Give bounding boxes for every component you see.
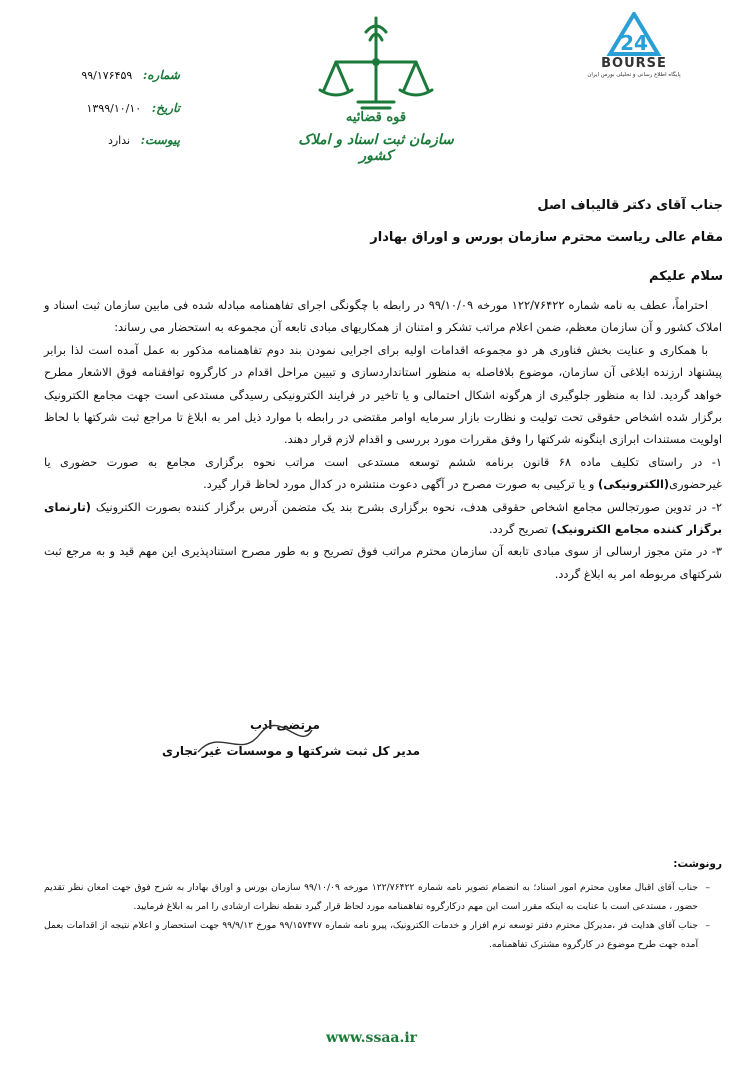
item-1-text-b: و یا ترکیبی به صورت مصرح در آگهی دعوت منتشره در کدال مورد لحاظ قرار گیرد. <box>203 477 595 492</box>
number-label: شماره: <box>142 68 180 82</box>
cc-title: رونوشت: <box>673 858 722 870</box>
item-2-bold: (تارنمای برگزار کننده مجامع الکترونیک) <box>44 499 722 537</box>
signature-scribble-icon <box>190 722 320 762</box>
number-value: ۹۹/۱۷۶۴۵۹ <box>81 69 133 82</box>
body-paragraph-2: با همکاری و عنایت بخش فناوری هر دو مجموعه اقدامات اولیه برای اجرایی نمودن بند دوم تفاهمنامه مذکور به عمل آمده است لذا برابر پیشنهاد ارزنده ابلاغی آن سازمان، موضوع بلافاصله به منظور استانداردسازی و تبیین مراحل اقدام در کارگروه توافقنامه فوق الاشعار مطرح خواهد گردید. لذا به منظور جلوگیری از هرگونه اشکال احتمالی و یا تاخیر در فرایند الکترونیکی رسیدگی مستدعی است جهت مجامع الکترونیک برگزار شده اشخاص حقوقی تحت تولیت و نظارت بازار سرمایه اوامر مقتضی در رابطه با موارد ذیل امر به ابلاغ تا مراجع ثبت شرکتها با لحاظ اولویت مستندات ابرازی اینگونه شرکتها را وفق مقررات مورد بررسی و اقدام لازم قرار دهند. <box>44 342 722 447</box>
bourse-logo <box>582 12 686 92</box>
body-item-1 <box>44 451 722 496</box>
cc-item: – جناب آقای اقبال معاون محترم امور اسناد؛ به انضمام تصویر نامه شماره ۱۲۲/۷۶۴۲۲ مورخه ۹۹/۱۰/۰۹ سازمان بورس و اوراق بهادار به شرح فوق جهت امعان نظر تقدیم حضور ، مستدعی است با عنایت به اینکه مقرر است این مهم درکارگروه تفاهمنامه مورد لحاظ قرار گیرد نقطه نظرات ارشادی را امر به ابلاغ فرمایید. <box>44 878 710 916</box>
addressee-name: جناب آقای دکتر قالیباف اصل <box>537 198 723 213</box>
cc-section <box>44 855 722 954</box>
addressee-title: مقام عالی ریاست محترم سازمان بورس و اوراق بهادار <box>370 230 723 245</box>
footer-website: www.ssaa.ir <box>325 1030 418 1046</box>
meta-attachment <box>40 133 180 147</box>
body-paragraph-1: احتراماً، عطف به نامه شماره ۱۲۲/۷۶۴۲۲ مورخه ۹۹/۱۰/۰۹ در رابطه با چگونگی اجرای تفاهمنامه مبادله شده فی مابین سازمان ثبت اسناد و املاک کشور و آن سازمان معظم، ضمن اعلام مراتب تشکر و امتنان از همکاریهای مبادی تابعه آن مجموعه به استحضار می رساند: <box>44 298 722 335</box>
bourse-brand-text: BOURSE <box>601 56 667 71</box>
bourse-emblem-icon <box>582 12 686 58</box>
org-line-judiciary: قوه قضائیه <box>345 110 407 125</box>
signatory-name: مرتضی ادب <box>250 718 320 732</box>
svg-text:24: 24 <box>620 31 648 55</box>
signatory-title: مدیر کل ثبت شرکتها و موسسات غیر تجاری <box>162 744 421 758</box>
body-item-2 <box>44 496 722 541</box>
date-label: تاریخ: <box>151 101 180 115</box>
judiciary-emblem <box>296 10 456 170</box>
bourse-tagline: پایگاه اطلاع رسانی و تحلیلی بورس ایران <box>587 72 681 78</box>
meta-date <box>40 101 180 115</box>
attachment-label: پیوست: <box>140 133 180 147</box>
item-2-text-a: ۲- در تدوین صورتجالس مجامع اشخاص حقوقی هدف، نحوه برگزاری بشرح بند یک متضمن آدرس برگزار کننده بصورت الکترونیک <box>95 499 723 514</box>
item-1-text-a: ۱- در راستای تکلیف ماده ۶۸ قانون برنامه ششم توسعه مستدعی است مراتب نحوه برگزاری مجامع به صورت حضوری یا غیرحضوری <box>44 454 722 492</box>
item-2-text-b: تصریح گردد. <box>488 522 548 537</box>
attachment-value: ندارد <box>107 134 131 147</box>
body-item-3: ۳- در متن مجوز ارسالی از سوی مبادی تابعه آن سازمان محترم مراتب فوق تصریح و به طور مصرح استنادپذیری این مهم قید و به مرجع ثبت شرکتهای مربوطه امر به ابلاغ گردد. <box>44 544 722 581</box>
org-line-registry: سازمان ثبت اسناد و املاک کشور <box>298 132 454 164</box>
item-1-bold: (الکترونیکی) <box>597 477 670 492</box>
scales-of-justice-icon <box>296 10 456 110</box>
meta-number <box>40 68 180 82</box>
greeting: سلام علیکم <box>649 269 723 284</box>
cc-item: – جناب آقای هدایت فر ،مدیرکل محترم دفتر توسعه نرم افزار و خدمات الکترونیک، پیرو نامه شماره ۹۹/۱۵۷۴۷۷ مورخ ۹۹/۹/۱۲ جهت استحضار و اعلام نتیجه از اقدامات بعمل آمده جهت طرح موضوع در کارگروه مشترک تفاهمنامه. <box>44 916 710 954</box>
date-value: ۱۳۹۹/۱۰/۱۰ <box>86 102 142 115</box>
letter-body <box>44 294 722 585</box>
cc-list <box>44 878 722 954</box>
